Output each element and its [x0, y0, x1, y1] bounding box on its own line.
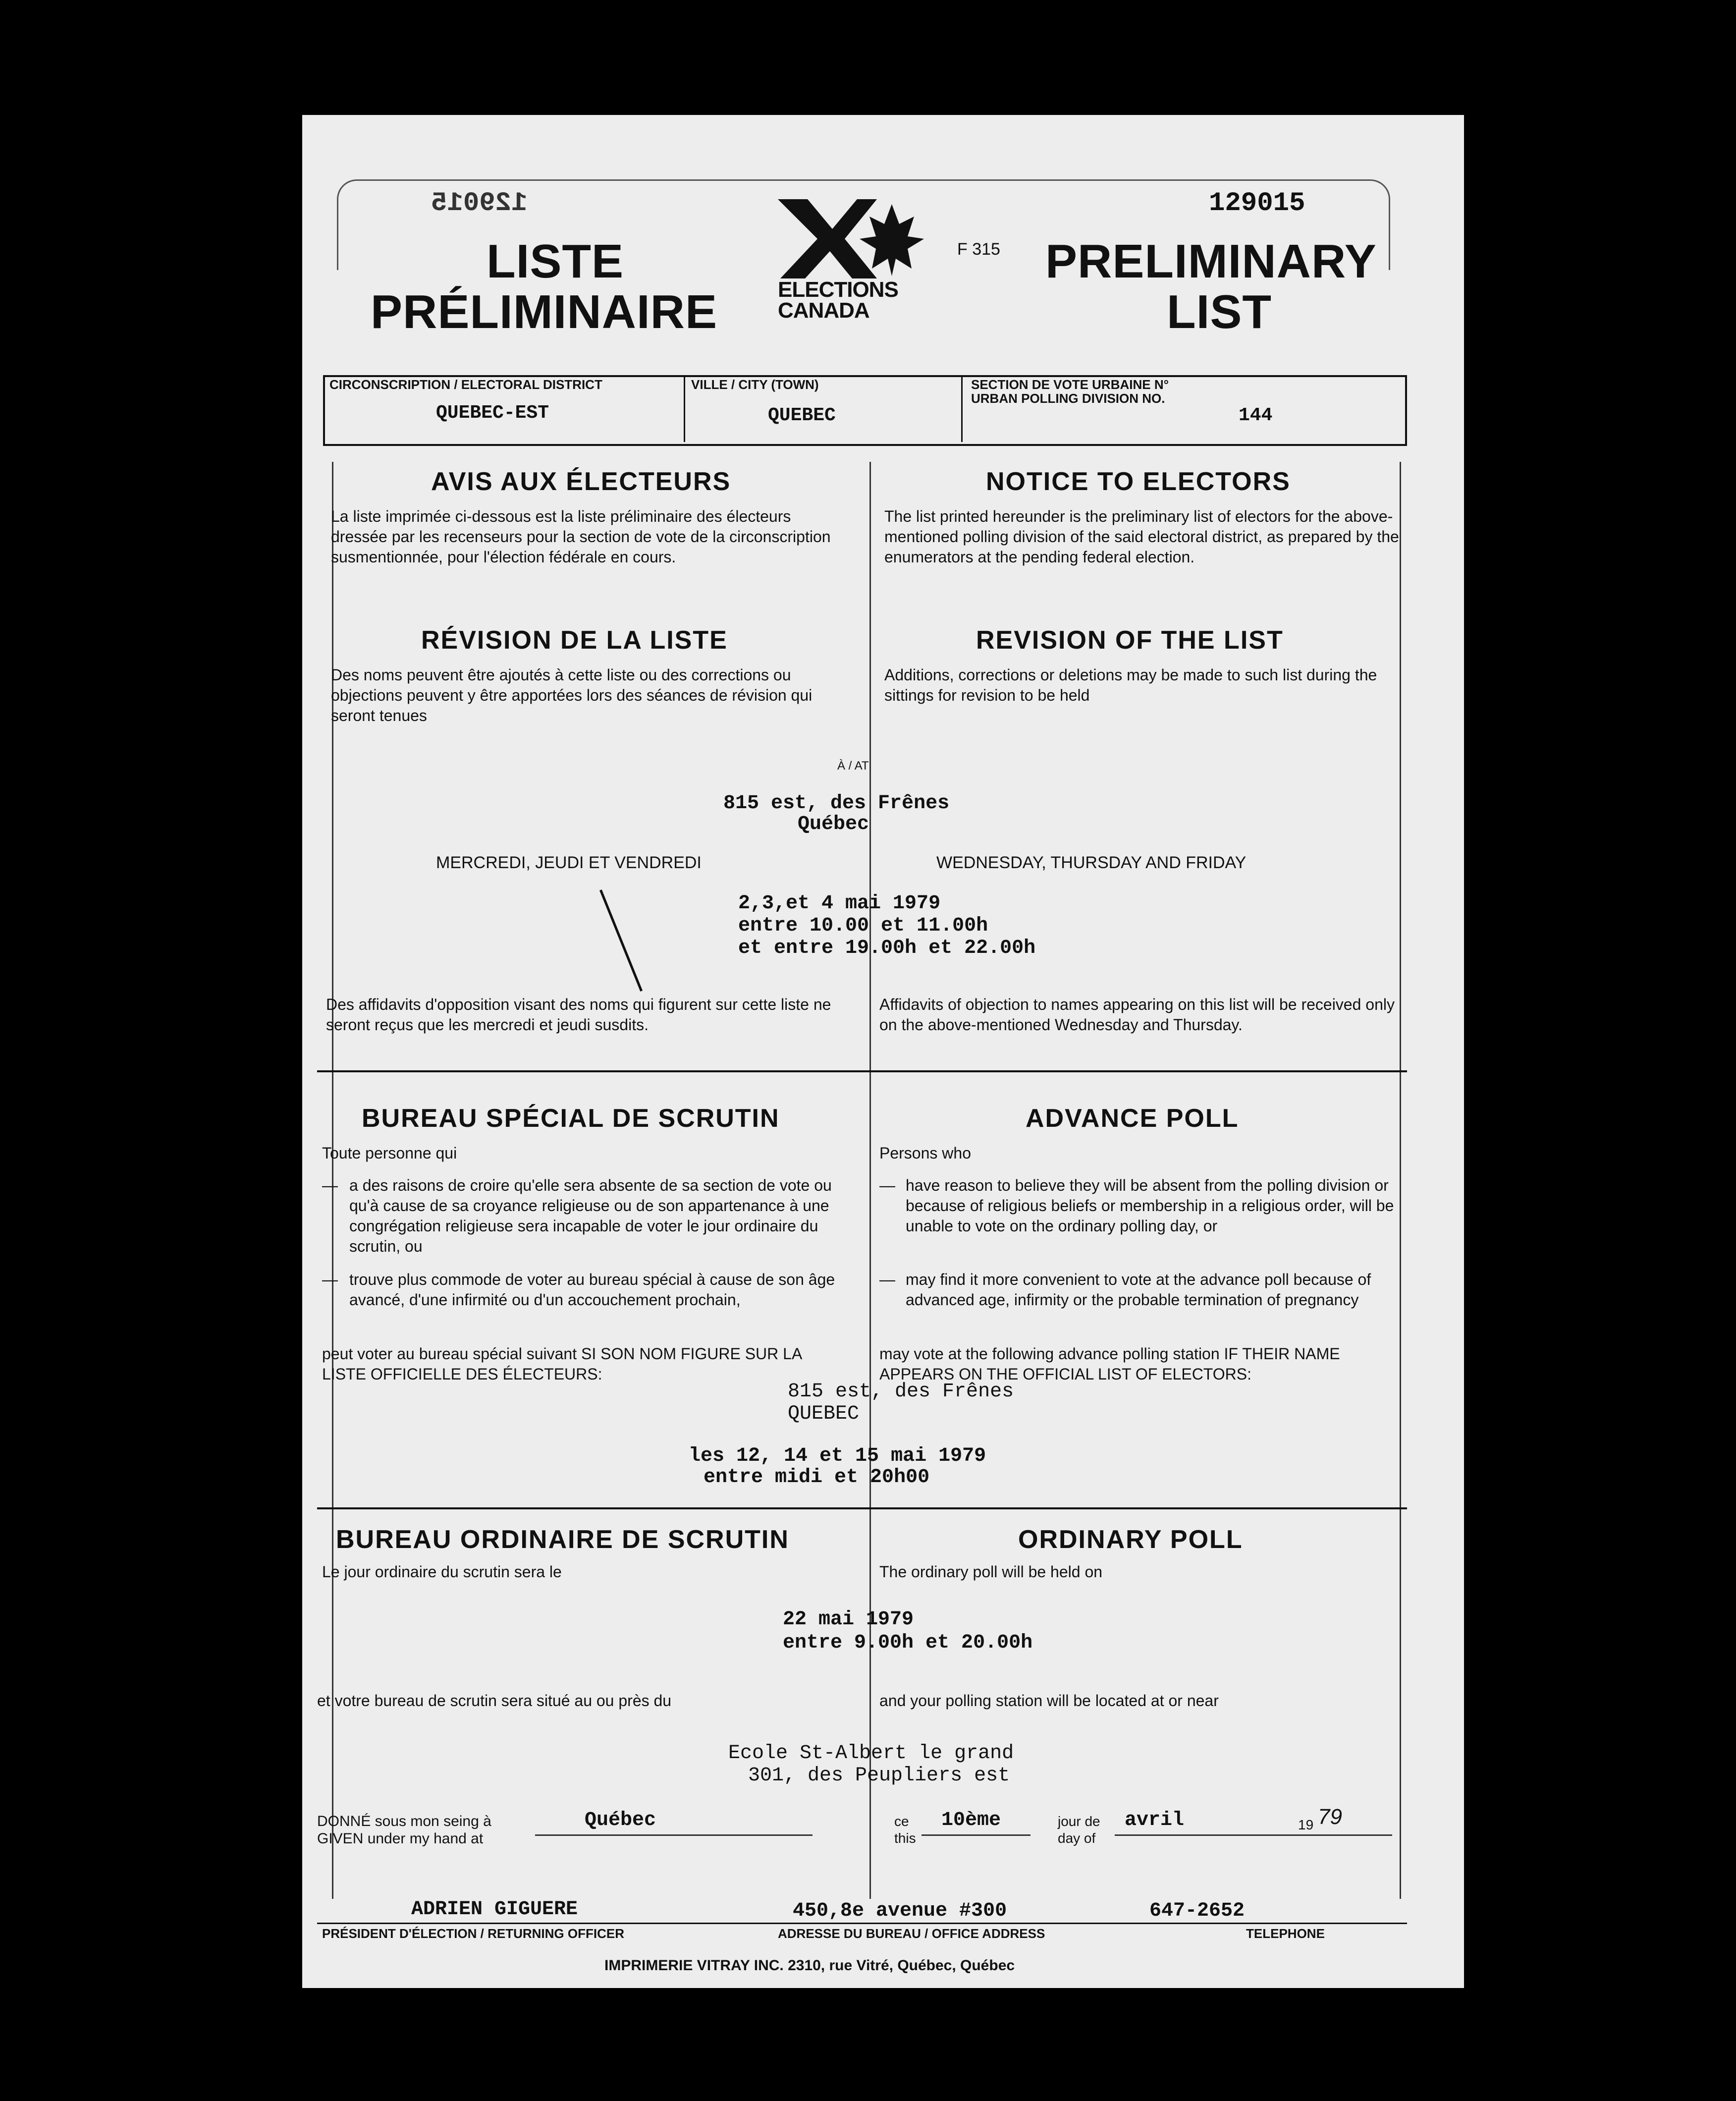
divider-2 — [317, 1507, 1407, 1509]
advance-location-1: 815 est, des Frênes — [788, 1381, 1014, 1403]
given-day: 10ème — [941, 1809, 1001, 1831]
station-line-2: 301, des Peupliers est — [748, 1765, 1010, 1787]
revision-dates-1: 2,3,et 4 mai 1979 — [738, 892, 941, 915]
column-divider — [869, 462, 871, 1899]
printer-imprint: IMPRIMERIE VITRAY INC. 2310, rue Vitré, Québec, Québec — [604, 1957, 1015, 1974]
advance-fr-outro: peut voter au bureau spécial suivant SI SON NOM FIGURE SUR LA LISTE OFFICIELLE DES ÉLECTEURS: — [322, 1345, 802, 1383]
jour-de-label: jour de — [1058, 1814, 1100, 1829]
given-en-label: GIVEN under my hand at — [317, 1830, 484, 1847]
city-label: VILLE / CITY (TOWN) — [691, 377, 819, 392]
advance-fr-item-2: trouve plus commode de voter au bureau spécial à cause de son âge avancé, d'une infirmité ou d'un accouchement prochain, — [349, 1271, 835, 1309]
advance-fr-dash-1: — — [322, 1176, 338, 1194]
logo-text-1: ELECTIONS — [778, 277, 898, 302]
title-en-line1: PRELIMINARY — [1045, 235, 1377, 288]
advance-en-outro: may vote at the following advance polling station IF THEIR NAME APPEARS ON THE OFFICIAL LIST OF ELECTORS: — [879, 1345, 1340, 1383]
title-en-line2: LIST — [1167, 285, 1272, 338]
ordinary-en-title: ORDINARY POLL — [1018, 1525, 1243, 1554]
phone-label: TELEPHONE — [1246, 1926, 1325, 1941]
section-value: 144 — [1239, 405, 1273, 426]
this-label: this — [894, 1830, 916, 1846]
serial-number-mirrored: 129015 — [431, 188, 528, 219]
notice-en-title: NOTICE TO ELECTORS — [986, 467, 1291, 496]
advance-en-intro: Persons who — [879, 1144, 971, 1162]
advance-fr-item-1: a des raisons de croire qu'elle sera absente de sa section de vote ou qu'à cause de sa croyance religieuse ou de son appartenance à une congrégation religieuse sera incapable de voter le jour ordinaire du scrutin, ou — [349, 1176, 832, 1255]
ordinary-fr-station: et votre bureau de scrutin sera situé au ou près du — [317, 1692, 672, 1710]
document-page — [302, 115, 1464, 1988]
affidavit-fr: Des affidavits d'opposition visant des noms qui figurent sur cette liste ne seront reçus que les mercredi et jeudi susdits. — [326, 995, 831, 1034]
advance-dates-1: les 12, 14 et 15 mai 1979 — [689, 1445, 986, 1467]
title-fr-line2: PRÉLIMINAIRE — [371, 285, 718, 338]
elections-canada-logo — [778, 199, 926, 323]
ordinary-date-2: entre 9.00h et 20.00h — [783, 1632, 1033, 1654]
officer-address: 450,8e avenue #300 — [793, 1900, 1007, 1922]
officer-name: ADRIEN GIGUERE — [411, 1898, 578, 1921]
advance-fr-dash-2: — — [322, 1271, 338, 1288]
year-suffix: 79 — [1318, 1805, 1342, 1829]
ordinary-fr-title: BUREAU ORDINAIRE DE SCRUTIN — [336, 1525, 789, 1554]
station-line-1: Ecole St-Albert le grand — [728, 1742, 1014, 1765]
notice-en-text: The list printed hereunder is the preliminary list of electors for the above-mentioned polling division of the said electoral district, as prepared by the enumerators at the pending federal election. — [884, 507, 1399, 566]
ordinary-en-intro: The ordinary poll will be held on — [879, 1563, 1103, 1581]
divider-1 — [317, 1070, 1407, 1072]
notice-fr-title: AVIS AUX ÉLECTEURS — [431, 467, 731, 496]
signature-line — [317, 1923, 1407, 1924]
form-code: F 315 — [957, 240, 1000, 259]
district-value: QUEBEC-EST — [436, 402, 549, 424]
ordinary-en-station: and your polling station will be located at or near — [879, 1692, 1219, 1710]
revision-days-en: WEDNESDAY, THURSDAY AND FRIDAY — [936, 853, 1247, 872]
ce-label: ce — [894, 1814, 909, 1829]
year-prefix: 19 — [1298, 1817, 1314, 1832]
advance-en-item-2: may find it more convenient to vote at the advance poll because of advanced age, infirmity or the probable termination of pregnancy — [906, 1271, 1371, 1309]
advance-dates-2: entre midi et 20h00 — [704, 1466, 930, 1489]
address-label: ADRESSE DU BUREAU / OFFICE ADDRESS — [778, 1926, 1045, 1941]
maple-leaf-x-icon — [778, 199, 926, 278]
city-value: QUEBEC — [768, 405, 836, 426]
revision-fr-title: RÉVISION DE LA LISTE — [421, 626, 728, 655]
revision-location-2: Québec — [798, 813, 869, 835]
logo-text-2: CANADA — [778, 298, 869, 323]
revision-en-text: Additions, corrections or deletions may be made to such list during the sittings for revision to be held — [884, 666, 1377, 704]
notice-fr-text: La liste imprimée ci-dessous est la liste préliminaire des électeurs dressée par les recenseurs pour la section de vote de la circonscription susmentionnée, pour l'élection fédérale en cours. — [331, 507, 831, 566]
revision-days-fr: MERCREDI, JEUDI ET VENDREDI — [436, 853, 702, 872]
at-label: À / AT — [837, 759, 869, 773]
advance-en-dash-1: — — [879, 1176, 895, 1194]
serial-number: 129015 — [1209, 188, 1305, 219]
district-label: CIRCONSCRIPTION / ELECTORAL DISTRICT — [329, 377, 602, 392]
revision-location-1: 815 est, des Frênes — [723, 792, 950, 815]
section-label-1: SECTION DE VOTE URBAINE N° — [971, 377, 1169, 392]
revision-en-title: REVISION OF THE LIST — [976, 626, 1284, 655]
day-of-label: day of — [1058, 1830, 1096, 1846]
revision-dates-3: et entre 19.00h et 22.00h — [738, 937, 1036, 959]
revision-fr-text: Des noms peuvent être ajoutés à cette liste ou des corrections ou objections peuvent y être apportées lors des séances de révision qui seront tenues — [331, 666, 813, 724]
section-label-2: URBAN POLLING DIVISION NO. — [971, 391, 1165, 406]
title-fr-line1: LISTE — [487, 235, 624, 288]
advance-en-dash-2: — — [879, 1271, 895, 1288]
officer-label: PRÉSIDENT D'ÉLECTION / RETURNING OFFICER — [322, 1926, 624, 1941]
advance-fr-title: BUREAU SPÉCIAL DE SCRUTIN — [362, 1104, 780, 1133]
advance-en-title: ADVANCE POLL — [1026, 1104, 1239, 1133]
pen-mark — [599, 889, 643, 992]
given-month: avril — [1125, 1809, 1185, 1831]
ordinary-date-1: 22 mai 1979 — [783, 1608, 914, 1631]
given-place: Québec — [585, 1809, 656, 1831]
given-fr-label: DONNÉ sous mon seing à — [317, 1813, 491, 1829]
advance-location-2: QUEBEC — [788, 1403, 860, 1425]
affidavit-en: Affidavits of objection to names appearing on this list will be received only on the above-mentioned Wednesday and Thursday. — [879, 995, 1395, 1034]
officer-phone: 647-2652 — [1149, 1900, 1245, 1922]
ordinary-fr-intro: Le jour ordinaire du scrutin sera le — [322, 1563, 562, 1581]
advance-fr-intro: Toute personne qui — [322, 1144, 457, 1162]
advance-en-item-1: have reason to believe they will be absent from the polling division or because of religious beliefs or membership in a religious order, will be unable to vote on the ordinary polling day, or — [906, 1176, 1394, 1235]
revision-dates-2: entre 10.00 et 11.00h — [738, 915, 988, 937]
